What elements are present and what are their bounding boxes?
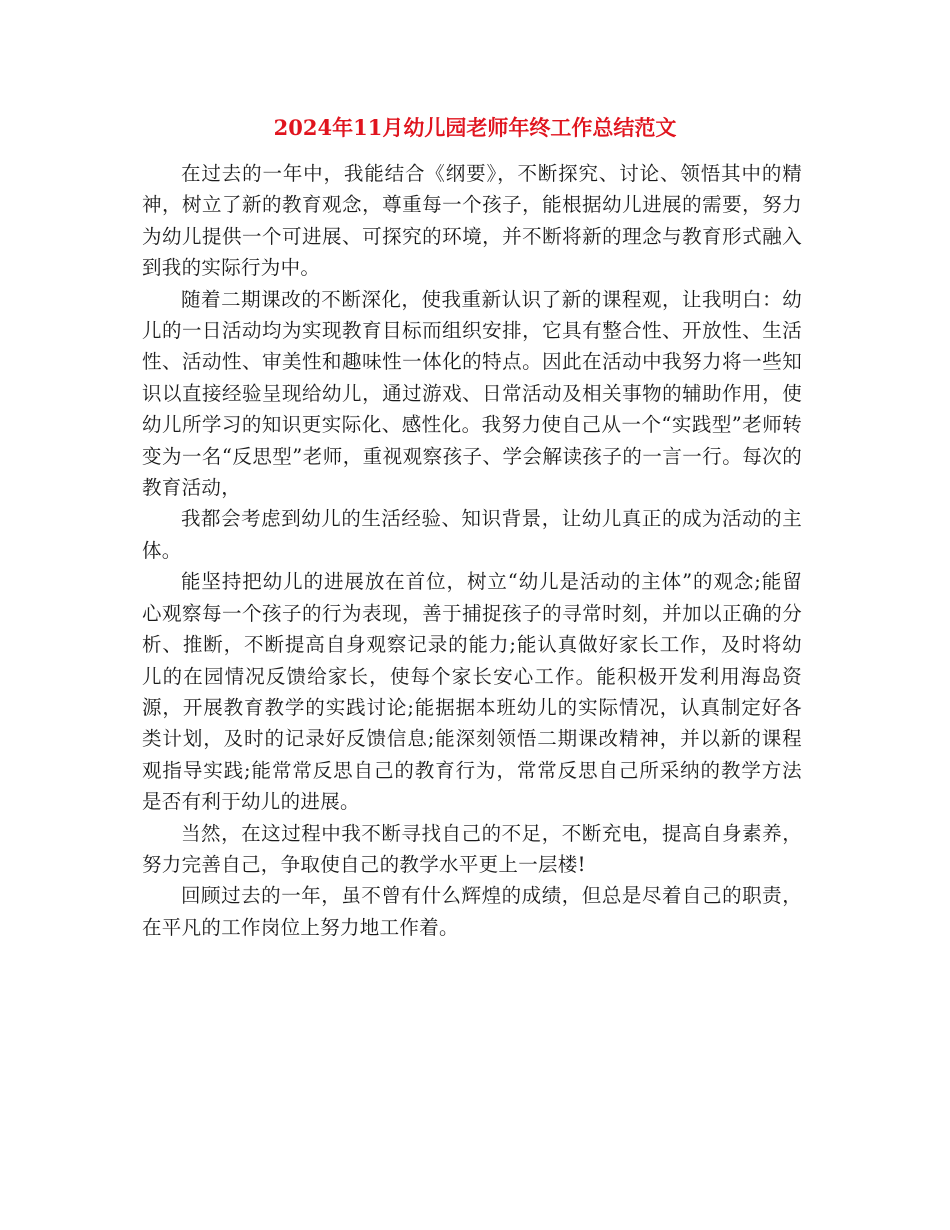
paragraph-2: 随着二期课改的不断深化，使我重新认识了新的课程观，让我明白：幼儿的一日活动均为实现教育目标而组织安排，它具有整合性、开放性、生活性、活动性、审美性和趣味性一体化的特点。因此在活动中我努力将一些知识以直接经验呈现给幼儿，通过游戏、日常活动及相关事物的辅助作用，使幼儿所学习的知识更实际化、感性化。我努力使自己从一个“实践型”老师转变为一名“反思型”老师，重视观察孩子、学会解读孩子的一言一行。每次的教育活动， (142, 287, 802, 500)
paragraph-5: 当然，在这过程中我不断寻找自己的不足，不断充电，提高自身素养，努力完善自己，争取使自己的教学水平更上一层楼! (142, 821, 802, 876)
document-body (142, 158, 802, 943)
paragraph-3: 我都会考虑到幼儿的生活经验、知识背景，让幼儿真正的成为活动的主体。 (142, 507, 802, 562)
paragraph-6: 回顾过去的一年，虽不曾有什么辉煌的成绩，但总是尽着自己的职责，在平凡的工作岗位上努力地工作着。 (142, 884, 802, 939)
paragraph-1: 在过去的一年中，我能结合《纲要》，不断探究、讨论、领悟其中的精神，树立了新的教育观念，尊重每一个孩子，能根据幼儿进展的需要，努力为幼儿提供一个可进展、可探究的环境，并不断将新的理念与教育形式融入到我的实际行为中。 (142, 162, 802, 280)
document-title: 2024年11月幼儿园老师年终工作总结范文 (273, 115, 677, 140)
paragraph-4: 能坚持把幼儿的进展放在首位，树立“幼儿是活动的主体”的观念;能留心观察每一个孩子的行为表现，善于捕捉孩子的寻常时刻，并加以正确的分析、推断，不断提高自身观察记录的能力;能认真做好家长工作，及时将幼儿的在园情况反馈给家长，使每个家长安心工作。能积极开发利用海岛资源，开展教育教学的实践讨论;能据据本班幼儿的实际情况，认真制定好各类计划，及时的记录好反馈信息;能深刻领悟二期课改精神，并以新的课程观指导实践;能常常反思自己的教育行为，常常反思自己所采纳的教学方法是否有利于幼儿的进展。 (142, 570, 802, 814)
